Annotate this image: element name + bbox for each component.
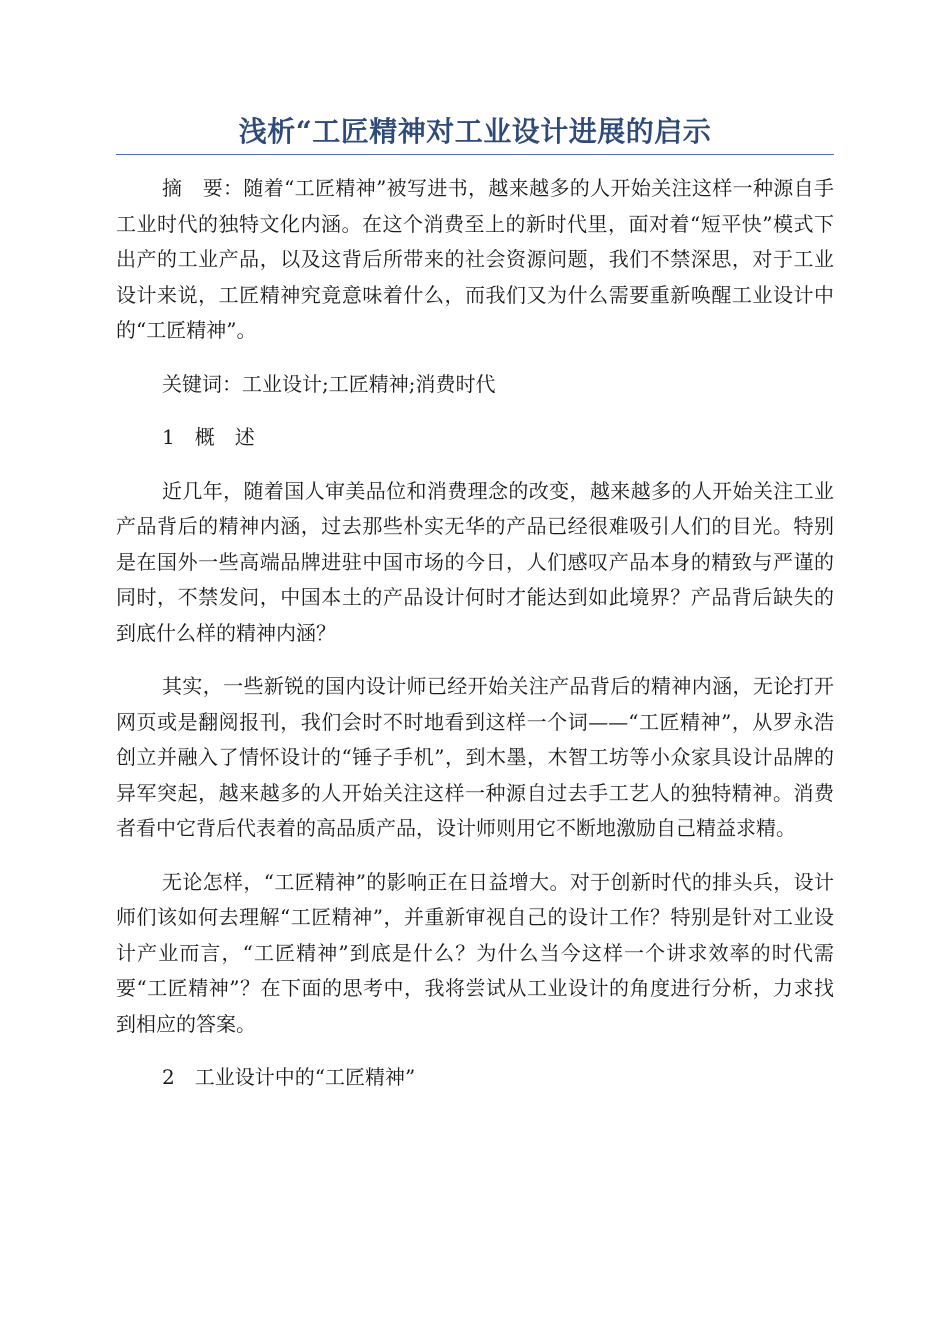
title-underline	[116, 154, 834, 155]
body-paragraph-2: 其实，一些新锐的国内设计师已经开始关注产品背后的精神内涵，无论打开网页或是翻阅报刊，我们会时不时地看到这样一个词——“工匠精神”，从罗永浩创立并融入了情怀设计的“锤子手机”，到木墨，木智工坊等小众家具设计品牌的异军突起，越来越多的人开始关注这样一种源自过去手工艺人的独特精神。消费者看中它背后代表着的高品质产品，设计师则用它不断地激励自己精益求精。	[116, 674, 834, 840]
document-body	[116, 171, 834, 1096]
abstract-paragraph: 摘 要：随着“工匠精神”被写进书，越来越多的人开始关注这样一种源自手工业时代的独特文化内涵。在这个消费至上的新时代里，面对着“短平快”模式下出产的工业产品，以及这背后所带来的社会资源问题，我们不禁深思，对于工业设计来说，工匠精神究竟意味着什么，而我们又为什么需要重新唤醒工业设计中的“工匠精神”。	[116, 176, 834, 342]
body-paragraph-3: 无论怎样，“工匠精神”的影响正在日益增大。对于创新时代的排头兵，设计师们该如何去理解“工匠精神”，并重新审视自己的设计工作？特别是针对工业设计产业而言，“工匠精神”到底是什么？为什么当今这样一个讲求效率的时代需要“工匠精神”？在下面的思考中，我将尝试从工业设计的角度进行分析，力求找到相应的答案。	[116, 869, 834, 1036]
document-page	[116, 110, 834, 1114]
document-title: 浅析“工匠精神对工业设计进展的启示	[238, 115, 712, 148]
keywords-line: 关键词：工业设计;工匠精神;消费时代	[162, 371, 496, 396]
section-2-heading: 2 工业设计中的“工匠精神”	[162, 1065, 416, 1089]
body-paragraph-1: 近几年，随着国人审美品位和消费理念的改变，越来越多的人开始关注工业产品背后的精神内涵，过去那些朴实无华的产品已经很难吸引人们的目光。特别是在国外一些高端品牌进驻中国市场的今日，人们感叹产品本身的精致与严谨的同时，不禁发问，中国本土的产品设计何时才能达到如此境界？产品背后缺失的到底什么样的精神内涵？	[116, 478, 834, 645]
section-1-heading: 1 概 述	[162, 425, 255, 449]
